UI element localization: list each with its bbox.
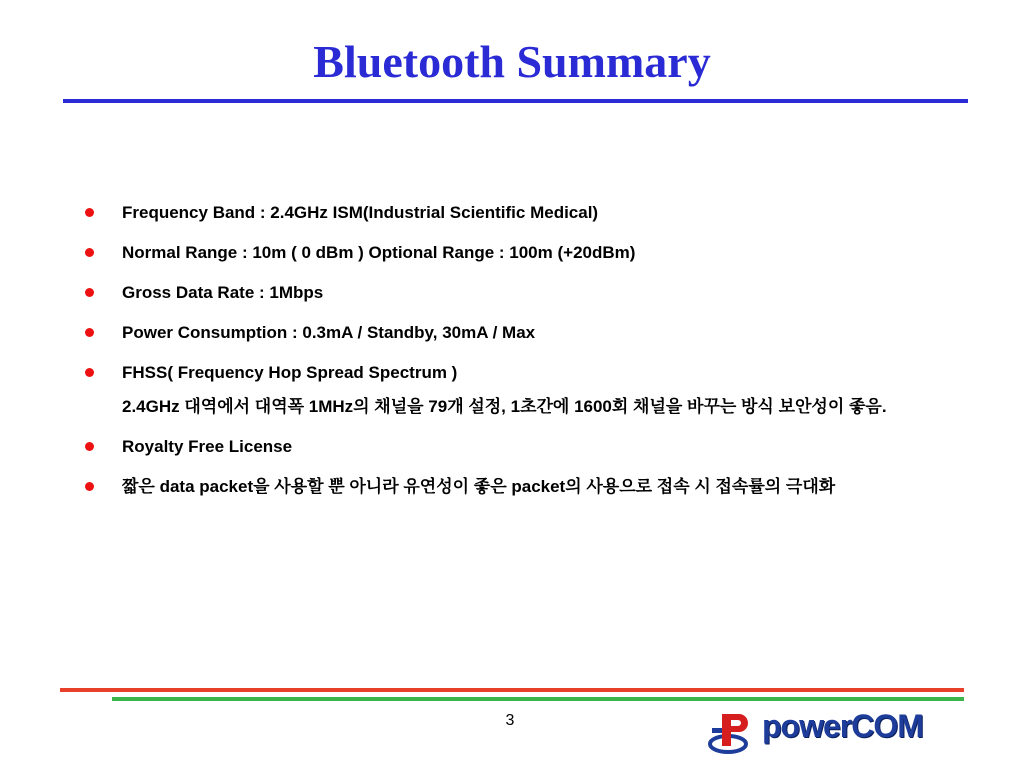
footer-red-rule bbox=[60, 688, 964, 692]
bullet-dot-icon bbox=[85, 368, 94, 377]
bullet-text: Power Consumption : 0.3mA / Standby, 30mA / Max bbox=[122, 323, 536, 342]
bullet-list bbox=[82, 196, 942, 510]
powercom-p-logo-icon bbox=[708, 708, 764, 756]
footer-green-rule bbox=[112, 697, 964, 701]
bullet-frequency-band bbox=[82, 196, 942, 230]
bullet-dot-icon bbox=[85, 208, 94, 217]
bullet-royalty-free bbox=[82, 430, 942, 464]
bullet-text: Frequency Band : 2.4GHz ISM(Industrial Scientific Medical) bbox=[122, 203, 599, 222]
bullet-short-packet bbox=[82, 470, 942, 504]
powercom-logo bbox=[708, 704, 948, 756]
bullet-dot-icon bbox=[85, 482, 94, 491]
bullet-fhss bbox=[82, 356, 942, 424]
bullet-text: Normal Range : 10m ( 0 dBm ) Optional Range : 100m (+20dBm) bbox=[122, 243, 636, 262]
bullet-power-consumption bbox=[82, 316, 942, 350]
bullet-text: Royalty Free License bbox=[122, 437, 293, 456]
slide-title: Bluetooth Summary bbox=[313, 36, 711, 87]
bullet-dot-icon bbox=[85, 442, 94, 451]
bullet-range bbox=[82, 236, 942, 270]
bullet-dot-icon bbox=[85, 328, 94, 337]
bullet-data-rate bbox=[82, 276, 942, 310]
powercom-logo-text: powerCOM bbox=[762, 708, 923, 744]
bullet-dot-icon bbox=[85, 288, 94, 297]
title-underline bbox=[63, 99, 968, 103]
bullet-text: FHSS( Frequency Hop Spread Spectrum ) bbox=[122, 363, 458, 382]
page-number: 3 bbox=[505, 712, 515, 729]
bullet-dot-icon bbox=[85, 248, 94, 257]
bullet-text: 짧은 data packet을 사용할 뿐 아니라 유연성이 좋은 packet의 사용으로 접속 시 접속률의 극대화 bbox=[122, 477, 836, 496]
bullet-text: Gross Data Rate : 1Mbps bbox=[122, 283, 324, 302]
bullet-subtext: 2.4GHz 대역에서 대역폭 1MHz의 채널을 79개 설정, 1초간에 1600회 채널을 바꾸는 방식 보안성이 좋음. bbox=[122, 397, 887, 416]
